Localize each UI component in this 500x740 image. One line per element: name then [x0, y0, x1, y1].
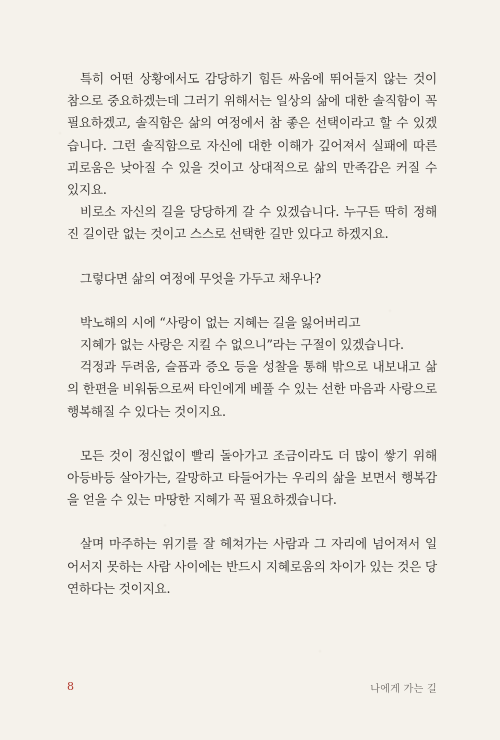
paragraph-2: 비로소 자신의 길을 당당하게 갈 수 있겠습니다. 누구든 딱히 정해진 길이란 없는 것이고 스스로 선택한 길만 있다고 하겠지요. [67, 204, 437, 242]
paragraph-5: 모든 것이 정신없이 빨리 돌아가고 조금이라도 더 많이 쌓기 위해 아등바등 살아가는, 갈망하고 타들어가는 우리의 삶을 보면서 행복감을 얻을 수 있는 마땅한 지혜가 꼭 필요하겠습니다. [67, 447, 437, 508]
page-footer [67, 680, 437, 696]
paragraph-6: 살며 마주하는 위기를 잘 헤쳐가는 사람과 그 자리에 넘어져서 일어서지 못하는 사람 사이에는 반드시 지혜로움의 차이가 있는 것은 당연하다는 것이지요. [67, 536, 437, 596]
paragraph-4: 걱정과 두려움, 슬픔과 증오 등을 성찰을 통해 밖으로 내보내고 삶의 한편을 비워둠으로써 타인에게 베풀 수 있는 선한 마음과 사랑으로 행복해질 수 있다는 것이지요. [67, 359, 437, 419]
page-number: 8 [67, 680, 74, 693]
running-title: 나에게 가는 길 [370, 684, 437, 695]
body-text [67, 68, 437, 600]
poem-line-1: 박노해의 시에 “사랑이 없는 지혜는 길을 잃어버리고 [80, 314, 361, 330]
paragraph-3: 그렇다면 삶의 여정에 무엇을 가두고 채우나? [80, 270, 321, 286]
paragraph-1: 특히 어떤 상황에서도 감당하기 힘든 싸움에 뛰어들지 않는 것이 참으로 중요하겠는데 그러기 위해서는 일상의 삶에 대한 솔직함이 꼭 필요하겠고, 솔직함은 삶의 여정에서 참 좋은 선택이라고 할 수 있겠습니다. 그런 솔직함으로 자신에 대한 이해가 깊어져서 실패에 따른 괴로움은 낮아질 수 있을 것이고 상대적으로 삶의 만족감은 커질 수 있지요. [67, 71, 437, 198]
poem-line-2: 지혜가 없는 사랑은 지킬 수 없으니”라는 구절이 있겠습니다. [80, 337, 404, 353]
